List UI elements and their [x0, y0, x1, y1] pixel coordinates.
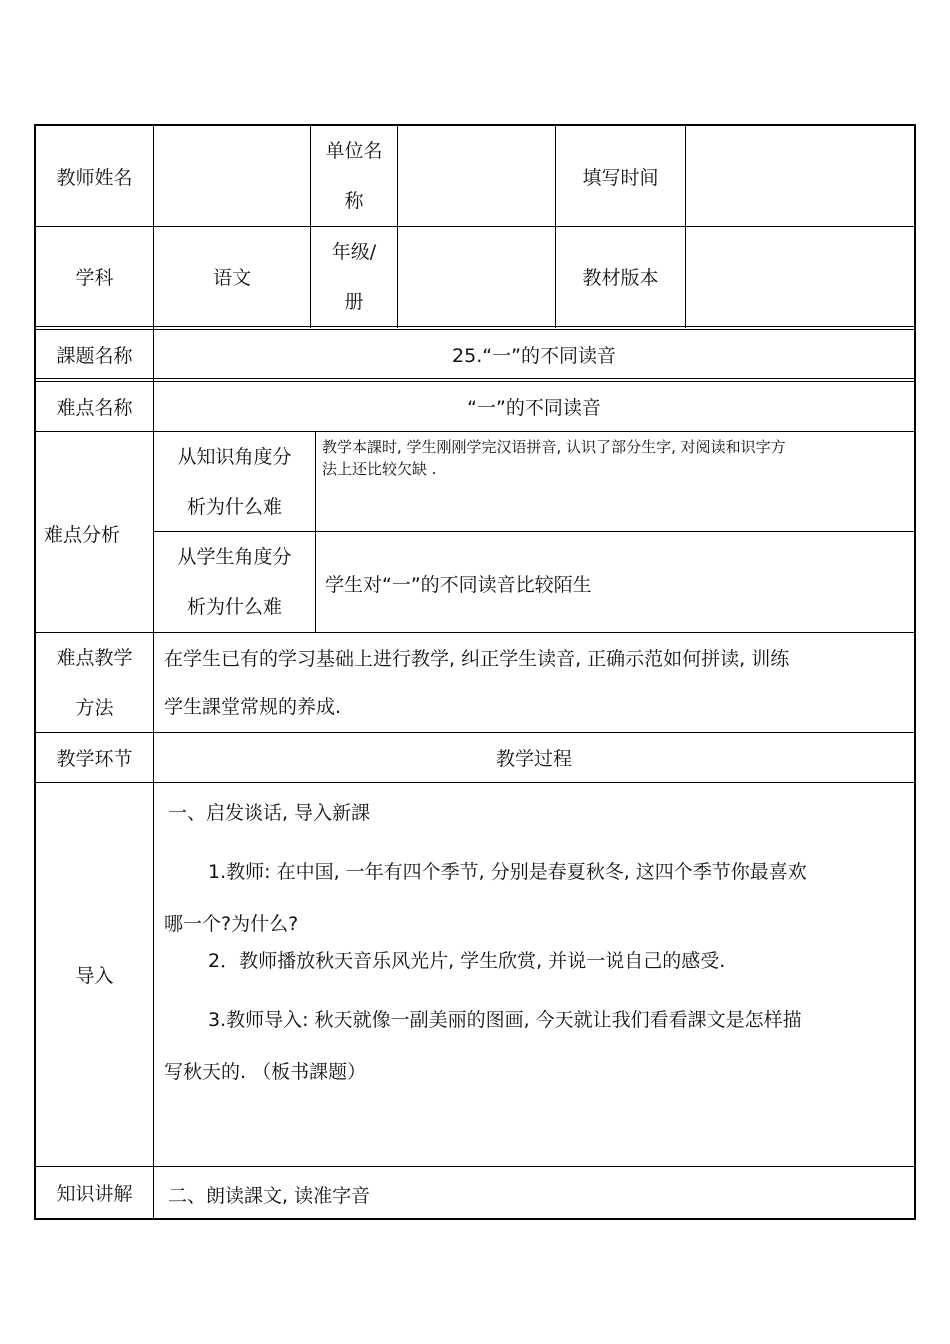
- unit-name-label-line1: 单位名: [325, 140, 383, 162]
- analysis-label-text: 难点分析: [44, 524, 121, 546]
- col-divider: [397, 124, 398, 328]
- knowledge-angle-line2: 析为什么难: [186, 495, 282, 518]
- row-divider: [34, 378, 916, 379]
- knowledge-angle-text: [322, 436, 786, 480]
- textbook-label: [556, 227, 685, 326]
- process-header: [154, 733, 914, 782]
- topic-value-text: 25.“一”的不同读音: [452, 344, 616, 367]
- col-divider: [315, 431, 316, 632]
- student-angle-line1: 从学生角度分: [177, 546, 292, 568]
- method-text-line1: 在学生已有的学习基础上进行教学, 纠正学生读音, 正确示范如何拼读, 训练: [164, 648, 790, 670]
- intro-heading-text: 一、启发谈话, 导入新課: [168, 802, 371, 824]
- method-text-line2: 学生課堂常规的养成.: [164, 696, 342, 718]
- row-divider: [34, 326, 916, 327]
- textbook-label-text: 教材版本: [582, 267, 659, 289]
- intro-paragraph-1: [164, 846, 807, 950]
- subject-value-text: 语文: [212, 267, 251, 289]
- method-label: [36, 633, 153, 732]
- knowledge-label-text: 知识讲解: [56, 1183, 133, 1205]
- process-header-text: 教学过程: [495, 748, 572, 770]
- unit-name-label-line2: 称: [344, 190, 364, 212]
- row-divider: [34, 1166, 916, 1167]
- stage-header: [36, 733, 153, 782]
- table-border-right: [914, 124, 916, 1220]
- intro-paragraph-1-line1: 1.教师: 在中国, 一年有四个季节, 分别是春夏秋冬, 这四个季节你最喜欢: [208, 861, 807, 883]
- row-divider: [34, 632, 916, 633]
- intro-paragraph-1-line2: 哪一个?为什么?: [164, 913, 299, 935]
- fill-time-label: [556, 126, 685, 226]
- subject-label: [36, 227, 153, 326]
- knowledge-angle-text-line1: 教学本課时, 学生刚刚学完汉语拼音, 认识了部分生字, 对阅读和识字方: [322, 438, 786, 456]
- stage-header-text: 教学环节: [56, 748, 133, 770]
- method-label-line1: 难点教学: [56, 646, 133, 669]
- knowledge-angle-line1: 从知识角度分: [177, 445, 292, 468]
- teacher-name-label-text: 教师姓名: [56, 166, 133, 189]
- topic-value: [154, 330, 914, 378]
- intro-label-text: 导入: [75, 965, 114, 987]
- teacher-name-label: [36, 126, 153, 226]
- difficulty-value: [154, 382, 914, 431]
- intro-paragraph-3-line1: 3.教师导入: 秋天就像一副美丽的图画, 今天就让我们看看課文是怎样描: [208, 1009, 802, 1031]
- intro-paragraph-2-text: 2．教师播放秋天音乐风光片, 学生欣赏, 并说一说自己的感受.: [208, 950, 726, 972]
- table-border-top: [34, 124, 916, 126]
- difficulty-label: [36, 382, 153, 431]
- student-angle-text: [325, 570, 592, 597]
- intro-paragraph-3: [164, 994, 802, 1098]
- topic-label: [36, 330, 153, 378]
- unit-name-label: [311, 126, 397, 226]
- difficulty-value-text: “一”的不同读音: [467, 397, 601, 419]
- intro-paragraph-2: [208, 946, 725, 973]
- knowledge-label: [36, 1167, 153, 1218]
- grade-label-line2: 册: [344, 290, 364, 313]
- knowledge-angle-text-line2: 法上还比较欠缺 .: [322, 460, 437, 478]
- method-text: [164, 635, 789, 731]
- method-label-line2: 方法: [75, 696, 114, 719]
- analysis-label: [44, 520, 120, 547]
- col-divider: [685, 124, 686, 328]
- grade-label: [311, 227, 397, 326]
- intro-heading: [168, 798, 370, 825]
- student-angle-label: [154, 532, 315, 632]
- knowledge-heading: [168, 1181, 370, 1208]
- knowledge-angle-label: [154, 432, 315, 531]
- difficulty-label-text: 难点名称: [56, 397, 133, 419]
- topic-label-text: 課题名称: [56, 344, 133, 367]
- student-angle-text-value: 学生对“一”的不同读音比较陌生: [325, 574, 592, 596]
- knowledge-heading-text: 二、朗读課文, 读准字音: [168, 1185, 371, 1207]
- subject-label-text: 学科: [75, 267, 114, 289]
- intro-paragraph-3-line2: 写秋天的. （板书課题）: [164, 1061, 367, 1083]
- row-divider: [34, 782, 916, 783]
- table-border-bottom: [34, 1218, 916, 1220]
- grade-label-line1: 年级/: [331, 240, 377, 263]
- subject-value: [154, 227, 310, 326]
- student-angle-line2: 析为什么难: [186, 596, 282, 618]
- fill-time-label-text: 填写时间: [582, 166, 659, 189]
- intro-label: [36, 783, 153, 1166]
